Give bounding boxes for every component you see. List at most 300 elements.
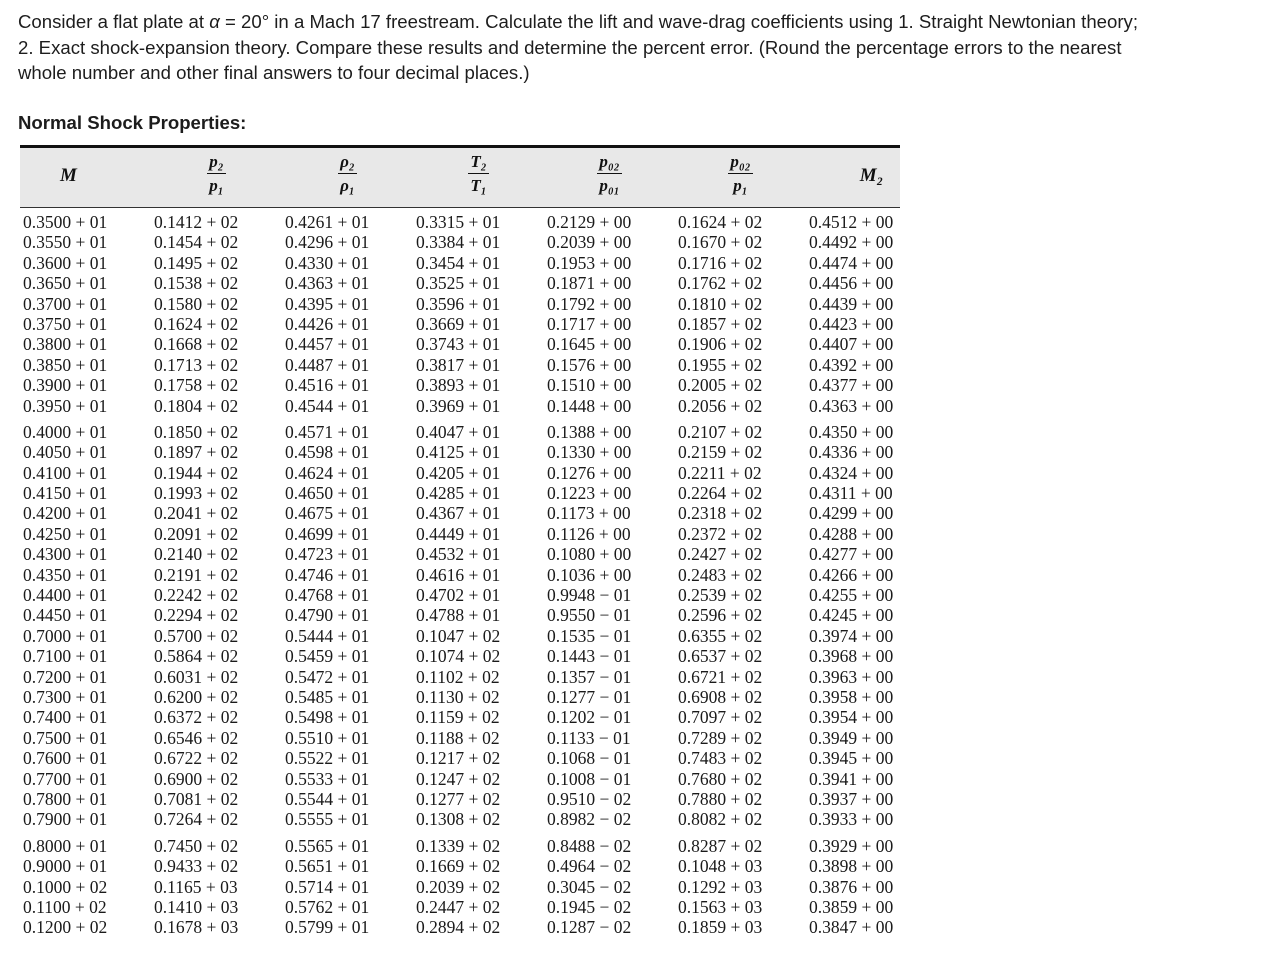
table-cell: 0.7800 + 01: [23, 788, 108, 809]
table-cell: 0.2039 + 00: [547, 232, 632, 253]
table-cell: 0.1008 − 01: [547, 768, 632, 789]
header-total-pressure-ratio: [544, 148, 675, 207]
table-cell: 0.1188 + 02: [416, 727, 500, 748]
table-cell: 0.4768 + 01: [285, 585, 370, 606]
table-cell: 0.4296 + 01: [285, 232, 370, 253]
total-to-static-denominator: p₁: [733, 176, 748, 195]
table-row: [20, 856, 900, 876]
table-cell: 0.1217 + 02: [416, 748, 501, 769]
table-cell: 0.7264 + 02: [154, 809, 239, 830]
header-mach: [20, 148, 151, 207]
table-cell: 0.8287 + 02: [678, 835, 763, 856]
table-cell: 0.1645 + 00: [547, 334, 632, 355]
table-cell: 0.4250 + 01: [23, 523, 108, 544]
table-cell: 0.4474 + 00: [809, 252, 894, 273]
table-cell: 0.4598 + 01: [285, 442, 370, 463]
header-pressure-ratio: [151, 148, 282, 207]
table-cell: 0.3454 + 01: [416, 252, 501, 273]
table-cell: 0.7097 + 02: [678, 707, 763, 728]
table-row: [20, 334, 900, 354]
table-row: [20, 789, 900, 809]
table-cell: 0.3315 + 01: [416, 212, 501, 232]
table-cell: 0.6721 + 02: [678, 666, 763, 687]
table-cell: 0.1758 + 02: [154, 375, 239, 396]
table-cell: 0.5864 + 02: [154, 646, 239, 667]
table-cell: 0.1202 − 01: [547, 707, 632, 728]
normal-shock-table: [20, 145, 900, 938]
section-title: Normal Shock Properties:: [18, 112, 247, 133]
table-cell: 0.3500 + 01: [23, 212, 108, 232]
table-cell: 0.1159 + 02: [416, 707, 500, 728]
table-cell: 0.1048 + 03: [678, 856, 763, 877]
table-cell: 0.1563 + 03: [678, 896, 763, 917]
table-cell: 0.3850 + 01: [23, 354, 108, 375]
table-cell: 0.1538 + 02: [154, 273, 239, 294]
table-row: [20, 273, 900, 293]
alpha-symbol: α: [209, 11, 220, 32]
table-cell: 0.4363 + 01: [285, 273, 370, 294]
table-cell: 0.4205 + 01: [416, 462, 501, 483]
table-cell: 0.1624 + 02: [154, 313, 239, 334]
table-cell: 0.6900 + 02: [154, 768, 239, 789]
table-cell: 0.1448 + 00: [547, 395, 632, 416]
table-cell: 0.8982 − 02: [547, 809, 632, 830]
table-cell: 0.4544 + 01: [285, 395, 370, 416]
table-cell: 0.1713 + 02: [154, 354, 239, 375]
table-row: [20, 877, 900, 897]
table-cell: 0.9000 + 01: [23, 856, 108, 877]
table-cell: 0.2005 + 02: [678, 375, 763, 396]
table-cell: 0.4702 + 01: [416, 585, 501, 606]
temperature-ratio-fraction: [413, 152, 544, 197]
table-cell: 0.4200 + 01: [23, 503, 108, 524]
table-cell: 0.4616 + 01: [416, 564, 501, 585]
table-cell: 0.5472 + 01: [285, 666, 370, 687]
table-cell: 0.3950 + 01: [23, 395, 108, 416]
table-row: [20, 524, 900, 544]
table-cell: 0.4285 + 01: [416, 483, 501, 504]
table-cell: 0.5714 + 01: [285, 876, 370, 897]
table-cell: 0.1410 + 03: [154, 896, 239, 917]
table-row: [20, 314, 900, 334]
table-cell: 0.6546 + 02: [154, 727, 239, 748]
table-row: [20, 253, 900, 273]
table-cell: 0.3945 + 00: [809, 748, 894, 769]
total-pressure-ratio-fraction: [544, 152, 675, 197]
header-total-to-static-pressure: [675, 148, 806, 207]
table-header-row: [20, 148, 900, 208]
table-cell: 0.3600 + 01: [23, 252, 108, 273]
table-cell: 0.3750 + 01: [23, 313, 108, 334]
table-cell: 0.3898 + 00: [809, 856, 894, 877]
table-cell: 0.2159 + 02: [678, 442, 763, 463]
table-cell: 0.1276 + 00: [547, 462, 632, 483]
table-cell: 0.4000 + 01: [23, 421, 108, 442]
table-cell: 0.3669 + 01: [416, 313, 501, 334]
table-cell: 0.7300 + 01: [23, 686, 108, 707]
table-cell: 0.1944 + 02: [154, 462, 239, 483]
table-cell: 0.3847 + 00: [809, 917, 894, 938]
table-cell: 0.1580 + 02: [154, 293, 239, 314]
table-cell: 0.4407 + 00: [809, 334, 894, 355]
table-cell: 0.6372 + 02: [154, 707, 239, 728]
table-cell: 0.3550 + 01: [23, 232, 108, 253]
table-cell: 0.3963 + 00: [809, 666, 894, 687]
total-pressure-ratio-numerator: p₀₂: [597, 152, 621, 174]
table-cell: 0.1443 − 01: [547, 646, 632, 667]
table-cell: 0.2191 + 02: [154, 564, 239, 585]
table-cell: 0.6908 + 02: [678, 686, 763, 707]
table-cell: 0.1047 + 02: [416, 625, 501, 646]
table-cell: 0.1388 + 00: [547, 421, 632, 442]
table-cell: 0.4456 + 00: [809, 273, 894, 294]
table-cell: 0.3893 + 01: [416, 375, 501, 396]
table-row: [20, 728, 900, 748]
table-cell: 0.1678 + 03: [154, 917, 239, 938]
table-row: [20, 687, 900, 707]
table-cell: 0.2091 + 02: [154, 523, 239, 544]
table-cell: 0.5485 + 01: [285, 686, 370, 707]
table-cell: 0.4330 + 01: [285, 252, 370, 273]
table-row: [20, 748, 900, 768]
table-cell: 0.9948 − 01: [547, 585, 632, 606]
table-cell: 0.4299 + 00: [809, 503, 894, 524]
table-cell: 0.7483 + 02: [678, 748, 763, 769]
table-cell: 0.1068 − 01: [547, 748, 632, 769]
table-cell: 0.2427 + 02: [678, 544, 763, 565]
table-row: [20, 212, 900, 232]
table-cell: 0.1412 + 02: [154, 212, 239, 232]
table-row: [20, 544, 900, 564]
table-row: [20, 294, 900, 314]
table-cell: 0.7450 + 02: [154, 835, 239, 856]
table-cell: 0.5522 + 01: [285, 748, 370, 769]
table-cell: 0.5533 + 01: [285, 768, 370, 789]
table-cell: 0.3958 + 00: [809, 686, 894, 707]
table-cell: 0.5510 + 01: [285, 727, 370, 748]
table-cell: 0.1857 + 02: [678, 313, 763, 334]
table-cell: 0.1953 + 00: [547, 252, 632, 273]
table-cell: 0.4450 + 01: [23, 605, 108, 626]
table-cell: 0.2039 + 02: [416, 876, 501, 897]
table-cell: 0.1126 + 00: [547, 523, 631, 544]
question-line-3: whole number and other final answers to four decimal places.): [18, 62, 530, 83]
table-cell: 0.6722 + 02: [154, 748, 239, 769]
table-row: [20, 667, 900, 687]
table-cell: 0.4650 + 01: [285, 483, 370, 504]
table-cell: 0.4288 + 00: [809, 523, 894, 544]
question-line-1-start: Consider a flat plate at: [18, 11, 210, 32]
table-cell: 0.2140 + 02: [154, 544, 239, 565]
table-cell: 0.3817 + 01: [416, 354, 501, 375]
table-cell: 0.4245 + 00: [809, 605, 894, 626]
table-row: [20, 897, 900, 917]
table-cell: 0.7700 + 01: [23, 768, 108, 789]
pressure-ratio-fraction: [151, 152, 282, 197]
pressure-ratio-denominator: p₁: [209, 176, 224, 195]
table-cell: 0.4723 + 01: [285, 544, 370, 565]
total-to-static-numerator: p₀₂: [728, 152, 752, 174]
table-cell: 0.4790 + 01: [285, 605, 370, 626]
table-cell: 0.3969 + 01: [416, 395, 501, 416]
table-cell: 0.4964 − 02: [547, 856, 632, 877]
table-cell: 0.4699 + 01: [285, 523, 370, 544]
table-cell: 0.1277 − 01: [547, 686, 632, 707]
density-ratio-fraction: [282, 152, 413, 197]
table-cell: 0.4449 + 01: [416, 523, 501, 544]
table-cell: 0.1292 + 03: [678, 876, 763, 897]
table-cell: 0.3954 + 00: [809, 707, 894, 728]
table-cell: 0.1510 + 00: [547, 375, 632, 396]
table-cell: 0.4050 + 01: [23, 442, 108, 463]
table-cell: 0.4336 + 00: [809, 442, 894, 463]
table-cell: 0.4675 + 01: [285, 503, 370, 524]
header-density-ratio: [282, 148, 413, 207]
table-cell: 0.3800 + 01: [23, 334, 108, 355]
table-cell: 0.4300 + 01: [23, 544, 108, 565]
total-pressure-ratio-denominator: p₀₁: [599, 176, 620, 195]
table-cell: 0.1454 + 02: [154, 232, 239, 253]
table-row: [20, 769, 900, 789]
table-row: [20, 917, 900, 937]
table-cell: 0.3876 + 00: [809, 876, 894, 897]
table-cell: 0.1993 + 02: [154, 483, 239, 504]
table-cell: 0.1200 + 02: [23, 917, 108, 938]
table-cell: 0.3384 + 01: [416, 232, 501, 253]
table-cell: 0.5700 + 02: [154, 625, 239, 646]
table-cell: 0.3937 + 00: [809, 788, 894, 809]
table-cell: 0.1906 + 02: [678, 334, 763, 355]
table-cell: 0.1535 − 01: [547, 625, 632, 646]
table-cell: 0.9550 − 01: [547, 605, 632, 626]
table-row: [20, 463, 900, 483]
table-cell: 0.1670 + 02: [678, 232, 763, 253]
table-row: [20, 375, 900, 395]
table-cell: 0.1247 + 02: [416, 768, 501, 789]
table-cell: 0.4492 + 00: [809, 232, 894, 253]
total-to-static-fraction: [675, 152, 806, 197]
table-cell: 0.1277 + 02: [416, 788, 501, 809]
table-row: [20, 355, 900, 375]
table-cell: 0.4125 + 01: [416, 442, 501, 463]
table-cell: 0.1308 + 02: [416, 809, 501, 830]
table-cell: 0.5544 + 01: [285, 788, 370, 809]
table-cell: 0.1000 + 02: [23, 876, 108, 897]
table-cell: 0.1945 − 02: [547, 896, 632, 917]
header-mach-label: M: [60, 165, 77, 186]
pressure-ratio-numerator: p₂: [207, 152, 225, 174]
table-cell: 0.2242 + 02: [154, 585, 239, 606]
table-cell: 0.4426 + 01: [285, 313, 370, 334]
table-cell: 0.1130 + 02: [416, 686, 500, 707]
table-row: [20, 836, 900, 856]
table-cell: 0.1330 + 00: [547, 442, 632, 463]
table-cell: 0.3929 + 00: [809, 835, 894, 856]
table-cell: 0.9510 − 02: [547, 788, 632, 809]
table-cell: 0.1850 + 02: [154, 421, 239, 442]
table-cell: 0.2056 + 02: [678, 395, 763, 416]
table-cell: 0.4624 + 01: [285, 462, 370, 483]
table-row: [20, 626, 900, 646]
table-cell: 0.2447 + 02: [416, 896, 501, 917]
table-cell: 0.1339 + 02: [416, 835, 501, 856]
table-cell: 0.7680 + 02: [678, 768, 763, 789]
table-cell: 0.3949 + 00: [809, 727, 894, 748]
table-cell: 0.7900 + 01: [23, 809, 108, 830]
table-cell: 0.4350 + 00: [809, 421, 894, 442]
table-row: [20, 707, 900, 727]
table-cell: 0.1804 + 02: [154, 395, 239, 416]
table-cell: 0.6355 + 02: [678, 625, 763, 646]
table-cell: 0.4047 + 01: [416, 421, 501, 442]
table-cell: 0.8000 + 01: [23, 835, 108, 856]
table-cell: 0.4350 + 01: [23, 564, 108, 585]
table-cell: 0.5459 + 01: [285, 646, 370, 667]
density-ratio-numerator: ρ₂: [338, 152, 357, 174]
table-cell: 0.8488 − 02: [547, 835, 632, 856]
table-cell: 0.4516 + 01: [285, 375, 370, 396]
table-row: [20, 605, 900, 625]
table-cell: 0.1762 + 02: [678, 273, 763, 294]
question-text: [18, 9, 1274, 86]
table-cell: 0.4277 + 00: [809, 544, 894, 565]
table-cell: 0.3045 − 02: [547, 876, 632, 897]
table-cell: 0.4324 + 00: [809, 462, 894, 483]
table-cell: 0.7200 + 01: [23, 666, 108, 687]
table-cell: 0.1897 + 02: [154, 442, 239, 463]
header-temperature-ratio: [413, 148, 544, 207]
table-cell: 0.4395 + 01: [285, 293, 370, 314]
table-cell: 0.1074 + 02: [416, 646, 501, 667]
table-cell: 0.7081 + 02: [154, 788, 239, 809]
temperature-ratio-numerator: T₂: [468, 152, 488, 174]
table-cell: 0.4746 + 01: [285, 564, 370, 585]
table-cell: 0.9433 + 02: [154, 856, 239, 877]
table-cell: 0.3859 + 00: [809, 896, 894, 917]
table-cell: 0.4457 + 01: [285, 334, 370, 355]
table-cell: 0.3900 + 01: [23, 375, 108, 396]
table-cell: 0.3743 + 01: [416, 334, 501, 355]
table-cell: 0.3650 + 01: [23, 273, 108, 294]
table-cell: 0.3941 + 00: [809, 768, 894, 789]
question-line-1: [18, 9, 1274, 35]
table-cell: 0.7600 + 01: [23, 748, 108, 769]
table-cell: 0.7000 + 01: [23, 625, 108, 646]
table-cell: 0.1576 + 00: [547, 354, 632, 375]
table-cell: 0.5555 + 01: [285, 809, 370, 830]
table-row: [20, 396, 900, 416]
table-cell: 0.5799 + 01: [285, 917, 370, 938]
table-cell: 0.6200 + 02: [154, 686, 239, 707]
density-ratio-denominator: ρ₁: [340, 176, 355, 195]
table-cell: 0.4261 + 01: [285, 212, 370, 232]
table-cell: 0.4377 + 00: [809, 375, 894, 396]
table-cell: 0.8082 + 02: [678, 809, 763, 830]
table-body: [20, 208, 900, 938]
table-cell: 0.4367 + 01: [416, 503, 501, 524]
table-cell: 0.2107 + 02: [678, 421, 763, 442]
table-cell: 0.7880 + 02: [678, 788, 763, 809]
table-row: [20, 503, 900, 523]
table-cell: 0.6031 + 02: [154, 666, 239, 687]
table-cell: 0.3700 + 01: [23, 293, 108, 314]
table-cell: 0.4423 + 00: [809, 313, 894, 334]
table-cell: 0.1102 + 02: [416, 666, 500, 687]
table-cell: 0.6537 + 02: [678, 646, 763, 667]
table-cell: 0.1792 + 00: [547, 293, 632, 314]
table-cell: 0.4266 + 00: [809, 564, 894, 585]
table-cell: 0.4311 + 00: [809, 483, 893, 504]
table-cell: 0.2264 + 02: [678, 483, 763, 504]
table-cell: 0.4100 + 01: [23, 462, 108, 483]
header-downstream-mach-label: M₂: [859, 165, 884, 186]
table-cell: 0.2294 + 02: [154, 605, 239, 626]
table-cell: 0.1036 + 00: [547, 564, 632, 585]
table-cell: 0.4392 + 00: [809, 354, 894, 375]
table-cell: 0.5565 + 01: [285, 835, 370, 856]
table-cell: 0.3525 + 01: [416, 273, 501, 294]
table-cell: 0.1080 + 00: [547, 544, 632, 565]
table-cell: 0.7100 + 01: [23, 646, 108, 667]
table-cell: 0.3596 + 01: [416, 293, 501, 314]
table-cell: 0.2318 + 02: [678, 503, 763, 524]
table-cell: 0.2211 + 02: [678, 462, 762, 483]
table-cell: 0.3933 + 00: [809, 809, 894, 830]
table-cell: 0.4487 + 01: [285, 354, 370, 375]
table-cell: 0.4255 + 00: [809, 585, 894, 606]
table-cell: 0.2596 + 02: [678, 605, 763, 626]
table-cell: 0.5444 + 01: [285, 625, 370, 646]
table-row: [20, 483, 900, 503]
table-cell: 0.4571 + 01: [285, 421, 370, 442]
table-cell: 0.7289 + 02: [678, 727, 763, 748]
table-cell: 0.2129 + 00: [547, 212, 632, 232]
table-cell: 0.1165 + 03: [154, 876, 238, 897]
table-cell: 0.1717 + 00: [547, 313, 632, 334]
table-cell: 0.4400 + 01: [23, 585, 108, 606]
table-cell: 0.1668 + 02: [154, 334, 239, 355]
table-cell: 0.4150 + 01: [23, 483, 108, 504]
table-cell: 0.5651 + 01: [285, 856, 370, 877]
table-cell: 0.3974 + 00: [809, 625, 894, 646]
table-cell: 0.1810 + 02: [678, 293, 763, 314]
table-cell: 0.1287 − 02: [547, 917, 632, 938]
table-cell: 0.2372 + 02: [678, 523, 763, 544]
table-cell: 0.1716 + 02: [678, 252, 763, 273]
table-row: [20, 232, 900, 252]
table-cell: 0.4363 + 00: [809, 395, 894, 416]
question-line-1-end: = 20° in a Mach 17 freestream. Calculate the lift and wave-drag coefficients using 1. Straight Newtonian theory;: [219, 11, 1138, 32]
table-cell: 0.7500 + 01: [23, 727, 108, 748]
table-cell: 0.1669 + 02: [416, 856, 501, 877]
table-cell: 0.4439 + 00: [809, 293, 894, 314]
table-row: [20, 422, 900, 442]
question-line-2: 2. Exact shock-expansion theory. Compare these results and determine the percent error. (Round the percentage errors to the nearest: [18, 36, 1122, 58]
table-cell: 0.2539 + 02: [678, 585, 763, 606]
table-cell: 0.1357 − 01: [547, 666, 632, 687]
table-cell: 0.2483 + 02: [678, 564, 763, 585]
table-row: [20, 442, 900, 462]
table-cell: 0.4788 + 01: [416, 605, 501, 626]
table-cell: 0.1871 + 00: [547, 273, 632, 294]
table-cell: 0.2041 + 02: [154, 503, 239, 524]
table-row: [20, 565, 900, 585]
table-cell: 0.5498 + 01: [285, 707, 370, 728]
table-cell: 0.5762 + 01: [285, 896, 370, 917]
table-row: [20, 585, 900, 605]
table-cell: 0.1173 + 00: [547, 503, 631, 524]
table-cell: 0.2894 + 02: [416, 917, 501, 938]
